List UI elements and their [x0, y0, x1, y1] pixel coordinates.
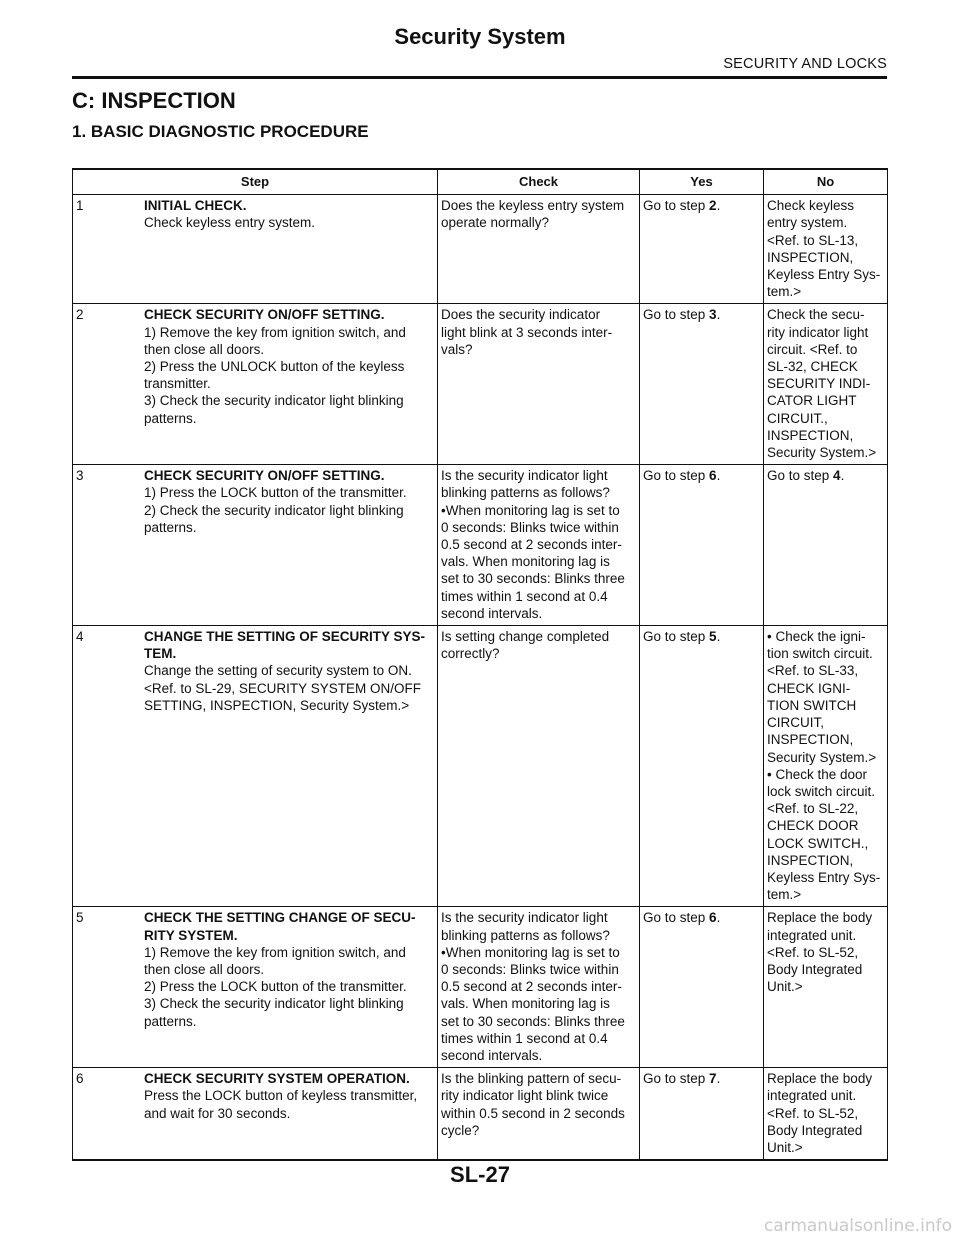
no-text: CHECK IGNI-	[767, 680, 851, 696]
step-cell	[73, 465, 438, 626]
step-instruction: then close all doors.	[144, 341, 265, 357]
step-number: 4	[76, 629, 84, 645]
column-header-yes: Yes	[640, 169, 764, 195]
table-row	[73, 626, 888, 907]
yes-suffix: .	[716, 629, 721, 645]
step-number: 2	[76, 307, 84, 323]
step-instruction: 2) Check the security indicator light blinking	[144, 502, 404, 518]
yes-suffix: .	[716, 307, 721, 323]
step-content	[144, 909, 434, 1029]
yes-prefix: Go to step	[643, 468, 710, 484]
step-instruction: 3) Check the security indicator light blinking	[144, 393, 404, 409]
step-instruction: patterns.	[144, 519, 197, 535]
check-cell	[438, 195, 640, 304]
yes-suffix: .	[716, 1071, 721, 1087]
no-cell	[764, 626, 888, 907]
yes-prefix: Go to step	[643, 307, 710, 323]
step-cell	[73, 907, 438, 1068]
table-row	[73, 1068, 888, 1161]
check-text: blinking patterns as follows?	[441, 927, 610, 943]
check-text: vals. When monitoring lag is	[441, 554, 610, 570]
no-text: Replace the body	[767, 1071, 873, 1087]
check-cell	[438, 1068, 640, 1161]
step-content	[144, 197, 434, 231]
yes-suffix: .	[716, 910, 721, 926]
check-cell	[438, 304, 640, 465]
yes-cell	[640, 626, 764, 907]
check-text: vals?	[441, 341, 473, 357]
no-text: CIRCUIT.,	[767, 410, 828, 426]
no-text: integrated unit.	[767, 1088, 857, 1104]
subsection-title: 1. BASIC DIAGNOSTIC PROCEDURE	[72, 122, 369, 141]
step-instruction: 2) Press the LOCK button of the transmitter.	[144, 979, 407, 995]
step-number: 6	[76, 1071, 84, 1087]
no-text: <Ref. to SL-52,	[767, 1105, 859, 1121]
watermark: carmanualsonline.info	[763, 1216, 952, 1236]
check-text: •When monitoring lag is set to	[441, 944, 620, 960]
step-title: CHANGE THE SETTING OF SECURITY SYS-	[144, 629, 426, 645]
step-instruction: 1) Remove the key from ignition switch, and	[144, 944, 406, 960]
no-text: <Ref. to SL-52,	[767, 944, 859, 960]
no-text: <Ref. to SL-22,	[767, 801, 859, 817]
no-text: Unit.>	[767, 1139, 803, 1155]
no-text: Body Integrated	[767, 1122, 863, 1138]
no-cell	[764, 195, 888, 304]
no-text: tem.>	[767, 887, 802, 903]
step-title: TEM.	[144, 646, 177, 662]
check-cell	[438, 626, 640, 907]
step-title: CHECK SECURITY ON/OFF SETTING.	[144, 307, 385, 323]
no-step-number: 4	[833, 468, 841, 484]
step-cell	[73, 1068, 438, 1161]
yes-cell	[640, 195, 764, 304]
yes-prefix: Go to step	[643, 629, 710, 645]
no-text: SECURITY INDI-	[767, 376, 871, 392]
step-instruction: transmitter.	[144, 376, 211, 392]
yes-prefix: Go to step	[643, 198, 710, 214]
table-row	[73, 195, 888, 304]
no-text: • Check the door	[767, 766, 868, 782]
check-text: 0.5 second at 2 seconds inter-	[441, 537, 622, 553]
check-text: 0 seconds: Blinks twice within	[441, 519, 619, 535]
check-text: operate normally?	[441, 215, 550, 231]
step-instruction: <Ref. to SL-29, SECURITY SYSTEM ON/OFF	[144, 680, 421, 696]
no-cell	[764, 465, 888, 626]
check-text: blinking patterns as follows?	[441, 485, 610, 501]
step-title: RITY SYSTEM.	[144, 927, 238, 943]
yes-step-number: 6	[709, 468, 717, 484]
check-text: Does the security indicator	[441, 307, 601, 323]
check-text: set to 30 seconds: Blinks three	[441, 1013, 625, 1029]
no-text: tion switch circuit.	[767, 646, 873, 662]
check-text: correctly?	[441, 646, 500, 662]
step-content	[144, 628, 434, 714]
check-text: Is the security indicator light	[441, 468, 608, 484]
step-cell	[73, 195, 438, 304]
page-header-title: Security System	[394, 24, 566, 49]
section-title: C: INSPECTION	[72, 88, 236, 113]
check-text: Is the blinking pattern of secu-	[441, 1071, 622, 1087]
step-cell	[73, 304, 438, 465]
no-text: tem.>	[767, 284, 802, 300]
step-instruction: 3) Check the security indicator light blinking	[144, 996, 404, 1012]
check-text: second intervals.	[441, 605, 543, 621]
yes-cell	[640, 1068, 764, 1161]
no-text: entry system.	[767, 215, 848, 231]
step-cell	[73, 626, 438, 907]
check-text: •When monitoring lag is set to	[441, 502, 620, 518]
table-row	[73, 304, 888, 465]
yes-prefix: Go to step	[643, 910, 710, 926]
step-instruction: 1) Remove the key from ignition switch, and	[144, 324, 406, 340]
step-number: 3	[76, 468, 84, 484]
no-text: INSPECTION,	[767, 249, 854, 265]
check-text: vals. When monitoring lag is	[441, 996, 610, 1012]
no-text: Keyless Entry Sys-	[767, 869, 881, 885]
step-title: CHECK THE SETTING CHANGE OF SECU-	[144, 910, 416, 926]
step-instruction: 2) Press the UNLOCK button of the keyless	[144, 359, 405, 375]
step-instruction: then close all doors.	[144, 961, 265, 977]
yes-cell	[640, 907, 764, 1068]
step-content	[144, 1070, 434, 1122]
header-rule	[72, 76, 887, 79]
check-cell	[438, 465, 640, 626]
column-header-no: No	[764, 169, 888, 195]
diagnostic-table	[72, 168, 888, 1161]
check-text: 0.5 second at 2 seconds inter-	[441, 979, 622, 995]
no-prefix: Go to step	[767, 468, 834, 484]
check-text: Does the keyless entry system	[441, 198, 625, 214]
step-number: 5	[76, 910, 84, 926]
no-text: <Ref. to SL-33,	[767, 663, 859, 679]
step-instruction: patterns.	[144, 1013, 197, 1029]
column-header-check: Check	[438, 169, 640, 195]
check-text: second intervals.	[441, 1047, 543, 1063]
yes-suffix: .	[716, 198, 721, 214]
table-body	[73, 195, 888, 1160]
check-text: cycle?	[441, 1122, 480, 1138]
yes-step-number: 3	[709, 307, 717, 323]
step-instruction: patterns.	[144, 410, 197, 426]
no-text: rity indicator light	[767, 324, 869, 340]
column-header-step: Step	[73, 169, 438, 195]
page-number: SL-27	[450, 1162, 510, 1187]
check-text: rity indicator light blink twice	[441, 1088, 609, 1104]
no-text: Replace the body	[767, 910, 873, 926]
no-text: TION SWITCH	[767, 697, 857, 713]
no-text: INSPECTION,	[767, 732, 854, 748]
step-instruction: Check keyless entry system.	[144, 215, 316, 231]
no-text: circuit. <Ref. to	[767, 341, 858, 357]
table-row	[73, 907, 888, 1068]
check-text: light blink at 3 seconds inter-	[441, 324, 613, 340]
step-content	[144, 306, 434, 426]
step-title: CHECK SECURITY SYSTEM OPERATION.	[144, 1071, 410, 1087]
check-text: Is the security indicator light	[441, 910, 608, 926]
step-instruction: 1) Press the LOCK button of the transmitter.	[144, 485, 407, 501]
step-title: INITIAL CHECK.	[144, 198, 247, 214]
table-header-row	[73, 169, 888, 195]
check-text: 0 seconds: Blinks twice within	[441, 961, 619, 977]
step-number: 1	[76, 198, 84, 214]
no-text: Unit.>	[767, 979, 803, 995]
no-text: INSPECTION,	[767, 427, 854, 443]
no-text: Check keyless	[767, 198, 855, 214]
no-text: LOCK SWITCH.,	[767, 835, 869, 851]
no-text: integrated unit.	[767, 927, 857, 943]
yes-step-number: 7	[709, 1071, 717, 1087]
check-text: times within 1 second at 0.4	[441, 1030, 608, 1046]
no-suffix: .	[840, 468, 845, 484]
step-content	[144, 467, 434, 536]
page-header-section: SECURITY AND LOCKS	[723, 56, 887, 72]
step-title: CHECK SECURITY ON/OFF SETTING.	[144, 468, 385, 484]
check-text: set to 30 seconds: Blinks three	[441, 571, 625, 587]
no-text: Body Integrated	[767, 961, 863, 977]
no-text: Security System.>	[767, 445, 877, 461]
yes-step-number: 2	[709, 198, 717, 214]
check-text: times within 1 second at 0.4	[441, 588, 608, 604]
step-instruction: and wait for 30 seconds.	[144, 1105, 291, 1121]
no-text: INSPECTION,	[767, 852, 854, 868]
no-text: CATOR LIGHT	[767, 393, 857, 409]
no-text: Check the secu-	[767, 307, 865, 323]
yes-suffix: .	[716, 468, 721, 484]
no-text: SL-32, CHECK	[767, 359, 858, 375]
step-instruction: Change the setting of security system to ON.	[144, 663, 412, 679]
no-text: Keyless Entry Sys-	[767, 267, 881, 283]
table-row	[73, 465, 888, 626]
yes-cell	[640, 465, 764, 626]
yes-cell	[640, 304, 764, 465]
no-cell	[764, 304, 888, 465]
step-instruction: SETTING, INSPECTION, Security System.>	[144, 697, 410, 713]
check-text: within 0.5 second in 2 seconds	[441, 1105, 625, 1121]
no-text: Security System.>	[767, 749, 877, 765]
no-text: lock switch circuit.	[767, 783, 876, 799]
no-text: CIRCUIT,	[767, 715, 824, 731]
no-text: <Ref. to SL-13,	[767, 232, 859, 248]
yes-step-number: 5	[709, 629, 717, 645]
no-text: • Check the igni-	[767, 629, 866, 645]
step-instruction: Press the LOCK button of keyless transmitter,	[144, 1088, 418, 1104]
no-cell	[764, 1068, 888, 1161]
check-text: Is setting change completed	[441, 629, 610, 645]
yes-step-number: 6	[709, 910, 717, 926]
no-text: CHECK DOOR	[767, 818, 859, 834]
yes-prefix: Go to step	[643, 1071, 710, 1087]
check-cell	[438, 907, 640, 1068]
no-cell	[764, 907, 888, 1068]
